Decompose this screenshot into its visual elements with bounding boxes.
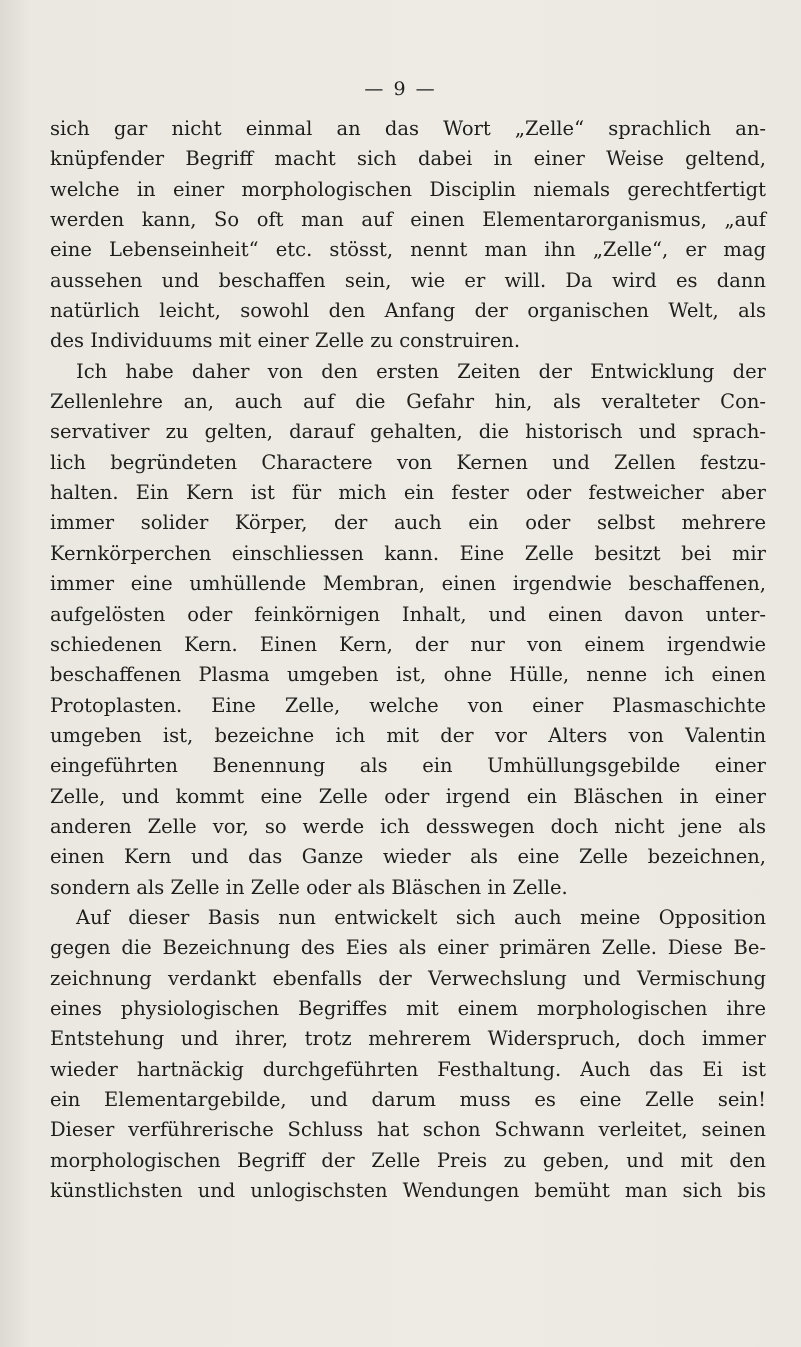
text-line: Zellenlehre an, auch auf die Gefahr hin, als veralteter Con- — [50, 390, 766, 414]
text-line: immer solider Körper, der auch ein oder selbst mehrere — [50, 511, 766, 535]
text-line: lich begründeten Charactere von Kernen und Zellen festzu- — [50, 450, 766, 474]
text-line: Kernkörperchen einschliessen kann. Eine Zelle besitzt bei mir — [50, 541, 766, 565]
text-line: natürlich leicht, sowohl den Anfang der organischen Welt, als — [50, 299, 766, 323]
body-text — [50, 114, 766, 1206]
text-line: einen Kern und das Ganze wieder als eine Zelle bezeichnen, — [50, 845, 766, 869]
text-line: ein Elementargebilde, und darum muss es eine Zelle sein! — [50, 1088, 766, 1111]
text-line: beschaffenen Plasma umgeben ist, ohne Hülle, nenne ich einen — [50, 663, 766, 687]
text-line: eine Lebenseinheit“ etc. stösst, nennt man ihn „Zelle“, er mag — [50, 238, 766, 262]
text-line: schiedenen Kern. Einen Kern, der nur von einem irgendwie — [50, 632, 766, 656]
text-line: immer eine umhüllende Membran, einen irgendwie beschaffenen, — [50, 572, 766, 596]
page-number: — 9 — — [364, 78, 437, 100]
text-line: künstlichsten und unlogischsten Wendungen bemüht man sich bis — [50, 1179, 766, 1203]
text-line: zeichnung verdankt ebenfalls der Verwechslung und Vermischung — [50, 966, 766, 990]
text-line: Entstehung und ihrer, trotz mehrerem Widerspruch, doch immer — [50, 1027, 766, 1051]
text-line: eingeführten Benennung als ein Umhüllungsgebilde einer — [50, 754, 766, 778]
text-line: aussehen und beschaffen sein, wie er will. Da wird es dann — [50, 268, 766, 292]
text-line: anderen Zelle vor, so werde ich desswegen doch nicht jene als — [50, 814, 766, 838]
text-line: morphologischen Begriff der Zelle Preis zu geben, und mit den — [50, 1148, 766, 1172]
text-line: Protoplasten. Eine Zelle, welche von einer Plasmaschichte — [50, 693, 766, 717]
text-line: Ich habe daher von den ersten Zeiten der Entwicklung der — [76, 359, 766, 383]
text-line: gegen die Bezeichnung des Eies als einer primären Zelle. Diese Be- — [50, 936, 766, 960]
text-line: welche in einer morphologischen Disciplin niemals gerechtfertigt — [50, 177, 766, 201]
text-line: aufgelösten oder feinkörnigen Inhalt, und einen davon unter- — [50, 602, 766, 626]
text-line: eines physiologischen Begriffes mit einem morphologischen ihre — [50, 996, 766, 1020]
text-line: umgeben ist, bezeichne ich mit der vor Alters von Valentin — [50, 723, 766, 747]
text-line: werden kann, So oft man auf einen Elementarorganismus, „auf — [50, 208, 766, 232]
text-line: sich gar nicht einmal an das Wort „Zelle“ sprachlich an- — [50, 117, 766, 140]
text-line: Dieser verführerische Schluss hat schon Schwann verleitet, seinen — [50, 1118, 766, 1142]
text-line: des Individuums mit einer Zelle zu construiren. — [50, 329, 521, 353]
text-line: Zelle, und kommt eine Zelle oder irgend ein Bläschen in einer — [50, 784, 766, 808]
text-line: servativer zu gelten, darauf gehalten, die historisch und sprach- — [50, 420, 766, 444]
text-line: knüpfender Begriff macht sich dabei in einer Weise geltend, — [50, 147, 766, 171]
text-line: Auf dieser Basis nun entwickelt sich auch meine Opposition — [76, 905, 766, 929]
text-line: wieder hartnäckig durchgeführten Festhaltung. Auch das Ei ist — [50, 1057, 766, 1081]
text-line: halten. Ein Kern ist für mich ein fester oder festweicher aber — [50, 481, 766, 505]
text-line: sondern als Zelle in Zelle oder als Bläschen in Zelle. — [50, 875, 568, 899]
